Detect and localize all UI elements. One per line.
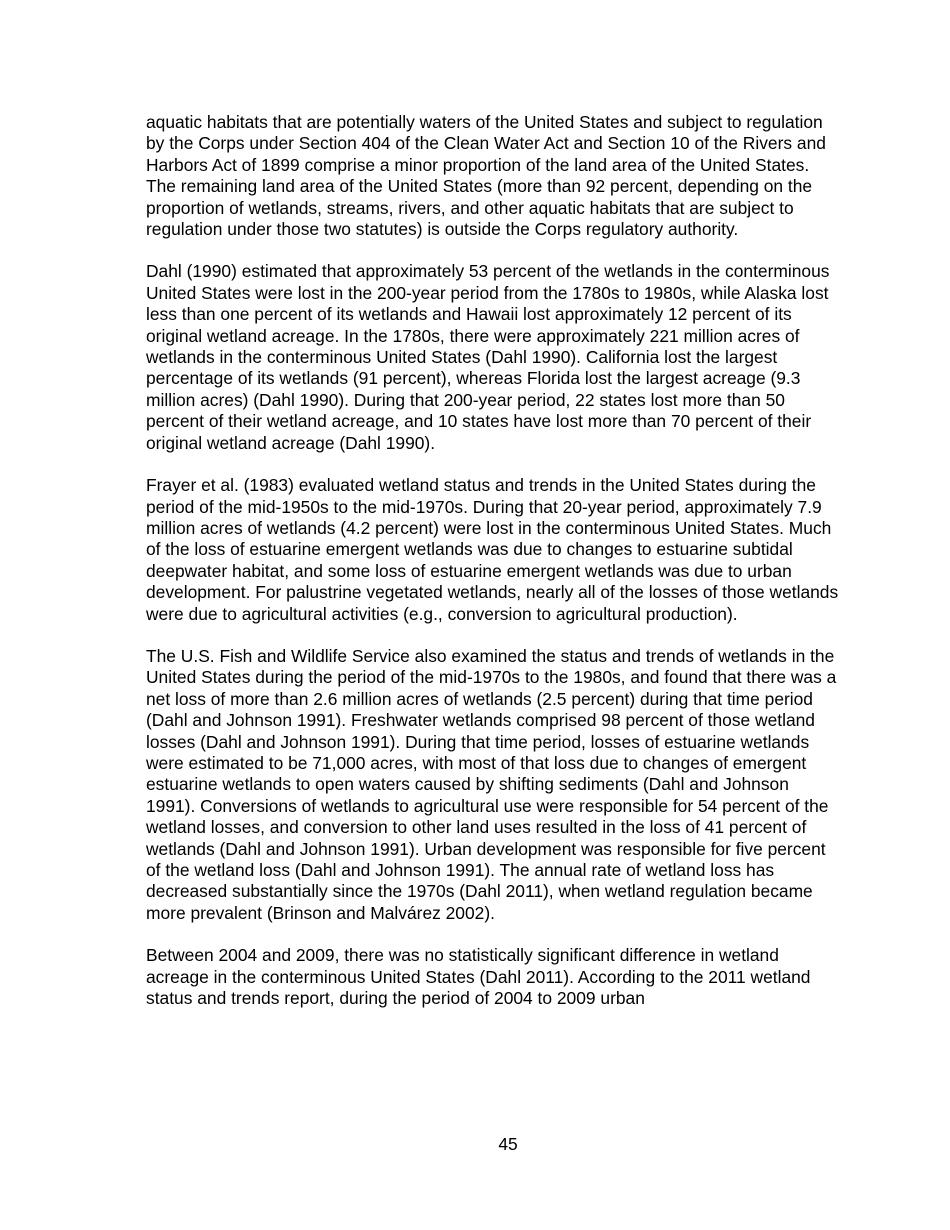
paragraph-2: Dahl (1990) estimated that approximately 53 percent of the wetlands in the conterminous United States were lost in the 200-year period from the 1780s to 1980s, while Alaska lost less than one percent of its wetlands and Hawaii lost approximately 12 percent of its original wetland acreage. In the 1780s, there were approximately 221 million acres of wetlands in the conterminous United States (Dahl 1990). California lost the largest percentage of its wetlands (91 percent), whereas Florida lost the largest acreage (9.3 million acres) (Dahl 1990). During that 200-year period, 22 states lost more than 50 percent of their wetland acreage, and 10 states have lost more than 70 percent of their original wetland acreage (Dahl 1990). — [146, 261, 830, 453]
paragraph-5: Between 2004 and 2009, there was no statistically significant difference in wetland acreage in the conterminous United States (Dahl 2011). According to the 2011 wetland status and trends report, during the period of 2004 to 2009 urban — [146, 945, 811, 1009]
page-number: 45 — [498, 1134, 518, 1154]
paragraph-3: Frayer et al. (1983) evaluated wetland status and trends in the United States during the period of the mid-1950s to the mid-1970s. During that 20-year period, approximately 7.9 million acres of wetlands (4.2 percent) were lost in the conterminous United States. Much of the loss of estuarine emergent wetlands was due to changes to estuarine subtidal deepwater habitat, and some loss of estuarine emergent wetlands was due to urban development. For palustrine vegetated wetlands, nearly all of the losses of those wetlands were due to agricultural activities (e.g., conversion to agricultural production). — [146, 475, 839, 624]
paragraph-1: aquatic habitats that are potentially waters of the United States and subject to regulation by the Corps under Section 404 of the Clean Water Act and Section 10 of the Rivers and Harbors Act of 1899 comprise a minor proportion of the land area of the United States. The remaining land area of the United States (more than 92 percent, depending on the proportion of wetlands, streams, rivers, and other aquatic habitats that are subject to regulation under those two statutes) is outside the Corps regulatory authority. — [146, 112, 826, 240]
body-text — [146, 112, 841, 1030]
paragraph-4: The U.S. Fish and Wildlife Service also examined the status and trends of wetlands in the United States during the period of the mid-1970s to the 1980s, and found that there was a net loss of more than 2.6 million acres of wetlands (2.5 percent) during that time period (Dahl and Johnson 1991). Freshwater wetlands comprised 98 percent of those wetland losses (Dahl and Johnson 1991). During that time period, losses of estuarine wetlands were estimated to be 71,000 acres, with most of that loss due to changes of emergent estuarine wetlands to open waters caused by shifting sediments (Dahl and Johnson 1991). Conversions of wetlands to agricultural use were responsible for 54 percent of the wetland losses, and conversion to other land uses resulted in the loss of 41 percent of wetlands (Dahl and Johnson 1991). Urban development was responsible for five percent of the wetland loss (Dahl and Johnson 1991). The annual rate of wetland loss has decreased substantially since the 1970s (Dahl 2011), when wetland regulation became more prevalent (Brinson and Malvárez 2002). — [146, 645, 837, 923]
